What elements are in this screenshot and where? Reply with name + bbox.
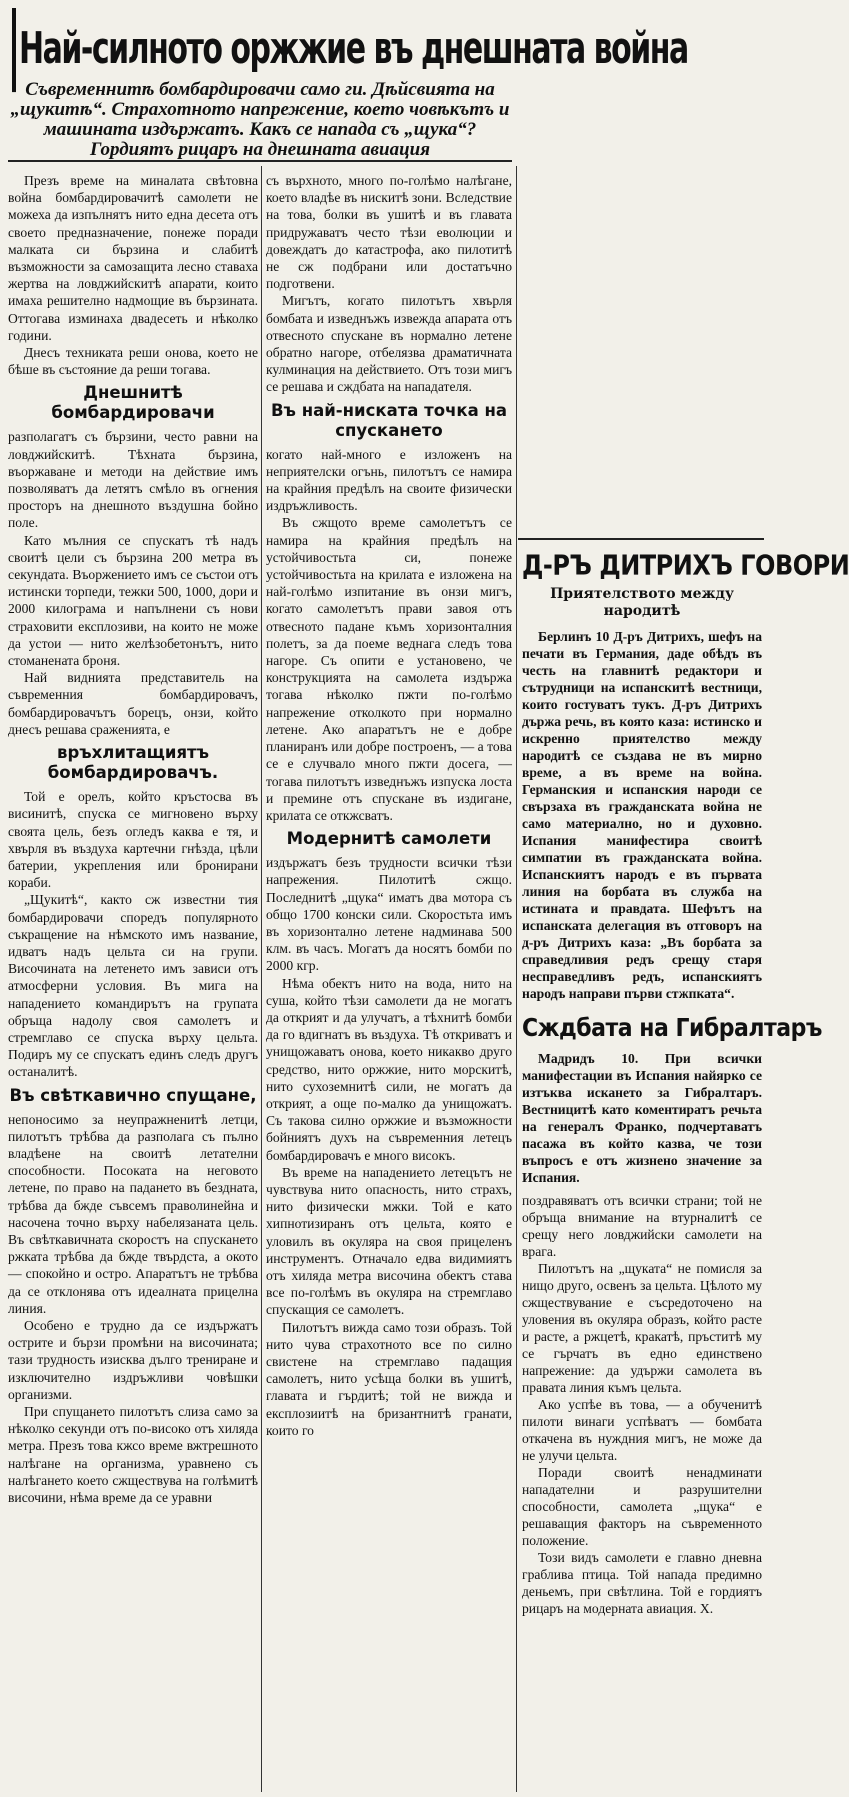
box-top-rule — [518, 538, 764, 540]
subheading: Въ свѣткавично спущане, — [9, 1085, 257, 1105]
paragraph: „Щукитѣ“, както сж известни тия бомбардировачи споредъ популярното съкращение на нѣмското имъ название, идватъ надъ цельта си на групи. Височината на летенето имъ зависи отъ атмосферни условия. Въ мига на нападението командирътъ на групата обръща надолу своя самолетъ и стремглаво се спуска върху цельта. Подиръ му се спускатъ единъ следъ другъ останалитѣ. — [8, 892, 258, 1080]
paragraph: Берлинъ 10 Д-ръ Дитрихъ, шефъ на печати въ Германия, даде обѣдъ въ честь на главнитѣ редактори и сътрудници на испанскитѣ вестници, които гостуватъ тукъ. Д-ръ Дитрихъ държа речь, въ която каза: истинско и искренно приятелство между народитѣ се създава не въ мирно време, а въ време на война. Германския и испанския народи се свързаха въ гражданската война не само материално, но и духовно. Испания манифестира своитѣ симпатии въ гражданската война. Испанскиятъ народъ е въ първата линия на борбата въ служба на истината и правдата. Шефътъ на испанската делегация въ отговоръ на д-ръ Дитрихъ каза: „Въ борбата за справедливия редъ срещу старя несправедливъ редъ, испанскиятъ народъ направи първи стжпката“. — [522, 629, 762, 1001]
subheading: Въ най-ниската точка на спускането — [270, 400, 508, 440]
subheading: връхлитащиятъ бомбардировачъ. — [47, 743, 219, 783]
paragraph: Днесъ техниката реши онова, което не бѣше въ състояние да реши тогава. — [8, 345, 258, 378]
paragraph: Той е орелъ, който кръстосва въ висинитѣ, спуска се мигновено върху своята цель, безъ огледъ каква е тя, и хвърля въ въздуха картечни гнѣзда, цѣли батерии, укрепления или бронирани кораби. — [8, 789, 258, 891]
paragraph: Въ сжщото време самолетътъ се намира на крайния предѣлъ на устойчивостьта си, понеже устойчивостьта на крилата е изложена на най-голѣмо изпитание въ онзи мигъ, когато самолетътъ прави завоя отъ отвесното падане къмъ хоризонталния полетъ, за да поеме веднага следъ това нагоре. Съ опити е установено, че конструкцията на самолета издържа тогава нѣколко пжти по-голѣмо напрежение отколкото при нормално летене. Ако апаратътъ не е добре планиранъ или добре построенъ, — а това се е случвало много пжти досега, — тогава пилотътъ изведнъжъ изпуска лостa и премине отъ спускане въ издигане, крилата се откжсватъ. — [266, 515, 512, 823]
paragraph: Особено е трудно да се издържатъ острите и бързи промѣни на височината; тази трудность изисква дълго трениране и изключително издръжливи човѣшки организми. — [8, 1317, 258, 1402]
box-subheadline: Приятелството между народитѣ — [550, 586, 734, 619]
deck-subheadline: Съвременнитѣ бомбардировачи само ги. Дѣйсвията на „щукитѣ“. Страхотното напрежение, което човѣкътъ и машината издържатъ. Какъ се напада съ „щука“? Гордиятъ рицаръ на днешната авиация — [10, 79, 510, 160]
gibraltar-headline: Сждбата на Гибралтаръ — [522, 1014, 822, 1044]
paragraph: съ върхното, много по-голѣмо налѣгане, което владѣе въ нискитѣ зони. Вследствие на това, болки въ ушитѣ и въ главата придружаватъ често тѣзи еволюции и довеждатъ до катастрофа, ако пилотитѣ не сж подбрани или достатъчно подготвени. — [266, 173, 512, 292]
paragraph: Презъ време на миналата свѣтовна война бомбардировачитѣ самолети не можеха да изпълнятъ нито една десета отъ своето предназначение, понеже поради малката си бързина и слабитѣ възможности за самозащита лесно ставаха жертва на ловджийскитѣ апарати, които имаха решително надмощие въ бързината. Оттогава изминаха двадесеть и нѣколко години. — [8, 173, 258, 343]
paragraph: Мигътъ, когато пилотътъ хвърля бомбата и изведнъжъ извежда апарата отъ отвесното спускане въ нормално летене обратно нагоре, отбелязва драматичната кулминация на действието. Отъ този мигъ се решава и сждбата на нападателя. — [266, 293, 512, 395]
paragraph: Мадридъ 10. При всички манифестации въ Испания найярко се изтъква искането за Гибралтаръ. Вестницитѣ като коментиратъ речьта на генералъ Франко, подчертаватъ пасажа въ който казва, че този въпросъ е отъ жизнено значение за Испания. — [522, 1051, 762, 1185]
paragraph: Поради своитѣ ненадминати нападателни и разрушителни способности, самолета „щука“ е решаващия факторъ на съвременното положение. — [522, 1465, 762, 1548]
column-1 — [8, 172, 258, 1792]
column-3 — [522, 548, 849, 1788]
column-rule-1 — [261, 166, 262, 1792]
paragraph: когато най-много е изложенъ на неприятелски огънь, пилотътъ се намира на крайния предѣлъ на своите физически издръжливость. — [266, 446, 512, 514]
paragraph: издържатъ безъ трудности всички тѣзи напрежения. Пилотитѣ сжщо. Последнитѣ „щука“ иматъ два мотора съ общо 1700 конски сили. Скоростьта имъ въ хоризонтално летене надминава 500 клм. въ часъ. Могатъ да носятъ бомби по 2000 кгр. — [266, 855, 512, 974]
headline: Най-силното оржжие въ днешната война — [12, 8, 519, 92]
paragraph: Ако успѣе въ това, — а обученитѣ пилоти винаги успѣватъ — бомбата откачена въ нуждния мигъ, не може да не улучи цельта. — [522, 1397, 762, 1463]
box-headline: Д-РЪ ДИТРИХЪ ГОВОРИ — [522, 549, 849, 582]
subheading: Днешнитѣ бомбардировачи — [51, 383, 215, 423]
top-rule — [8, 160, 512, 162]
paragraph: Най виднията представитель на съвременния бомбардировачъ, бомбардировачътъ борецъ, онзи, който днесъ решава сраженията, е — [8, 670, 258, 737]
column-rule-2 — [516, 166, 517, 1792]
paragraph: поздравяватъ отъ всички страни; той не обръща внимание на втурналитѣ се срещу него ловджийски самолети на врага. — [522, 1193, 762, 1259]
paragraph: При спущането пилотътъ слиза само за нѣколко секунди отъ по-високо отъ хиляда метра. Презъ това кжсо време вжтрешното налѣгане на организма, уравнено съ налѣгането което сжществува на голѣмитѣ височини, нѣма време да се уравни — [8, 1404, 258, 1506]
paragraph: разполагатъ съ бързини, често равни на ловджийскитѣ. Тѣхната бързина, въоржаване и методи на действие имъ позволяватъ да летятъ смѣло въ огнения просторъ на днешното въздушна бойно поле. — [8, 429, 258, 531]
paragraph: Този видъ самолети е главно дневна грабливa птица. Той напада предимно деньемъ, при свѣтлина. Той е гордиятъ рицаръ на модерната авиация. Х. — [522, 1550, 762, 1616]
paragraph: непоносимо за неупражненитѣ летци, пилотътъ трѣбва да разполага съ пълно владѣене на своитѣ летателни способности. Посоката на неговото летене, по право на падането въ бездната, трѣбва да бжде съвсемъ праволинейна и насочена точно върху набелязаната цель. Въ свѣткавичната скоростъ на спускането ржката трѣбва да бжде твърдста, а окото — спокойно и остро. Апаратътъ не трѣбва да се отклонява отъ идеалната прицелна линия. — [8, 1111, 258, 1316]
paragraph: Въ време на нападението летецътъ не чувствува нито опасность, нито страхъ, нито физически мжки. Той е като хипнотизиранъ отъ цельта, която е уловилъ въ окуляра на своя прицеленъ инструментъ. Отначало едва видимиятъ отъ хиляда метра височина обектъ става все по-голѣмъ въ окуляра на стремглаво спускащия се самолетъ. — [266, 1164, 512, 1318]
paragraph: Нѣма обектъ нито на вода, нито на суша, който тѣзи самолети да не могатъ да открият и да улучатъ, а тѣхнитѣ бомби да го вдигнатъ въ въздуха. Тѣ откриватъ и унищожаватъ онова, което никакво друго средство, нито оржжие, нито морскитѣ, нито сухоземнитѣ сили, не могатъ да открият, а още по-малко да унищожатъ. Съ такова силно оржжие и възможности бойниятъ духъ на съвременния летецъ бомбардировачъ е много високъ. — [266, 975, 512, 1163]
paragraph: Пилотътъ вижда само този образъ. Той нито чува страхотното все по силно свистене на стремглаво падащия самолетъ, нито усѣща болки въ ушитѣ, главата и гърдитѣ; той не вижда и експлозиитѣ на бризантнитѣ гранати, които го — [266, 1319, 512, 1438]
subheading: Модернитѣ самолети — [286, 829, 492, 849]
column-2 — [266, 172, 512, 1792]
paragraph: Като мълния се спускатъ тѣ надъ своитѣ цели съ бързина 200 метра въ секундата. Въоржението имъ се състои отъ истински торпеди, тежки 500, 1000, дори и 2000 килограма и напълнени съ нови страховити експлозиви, на които не може да устои — нито желѣзобетонътъ, нито стоманената броня. — [8, 532, 258, 669]
paragraph: Пилотътъ на „щуката“ не помисля за нищо друго, освенъ за цельта. Цѣлото му сжществувание е съсредоточено на уловения въ окуляра образъ, който расте и расте, а ржцетѣ, кракатѣ, пръститѣ му се гърчатъ въ едно единствено напрежение: да удържи самолета въ правата линия къмъ цельта. — [522, 1261, 762, 1395]
